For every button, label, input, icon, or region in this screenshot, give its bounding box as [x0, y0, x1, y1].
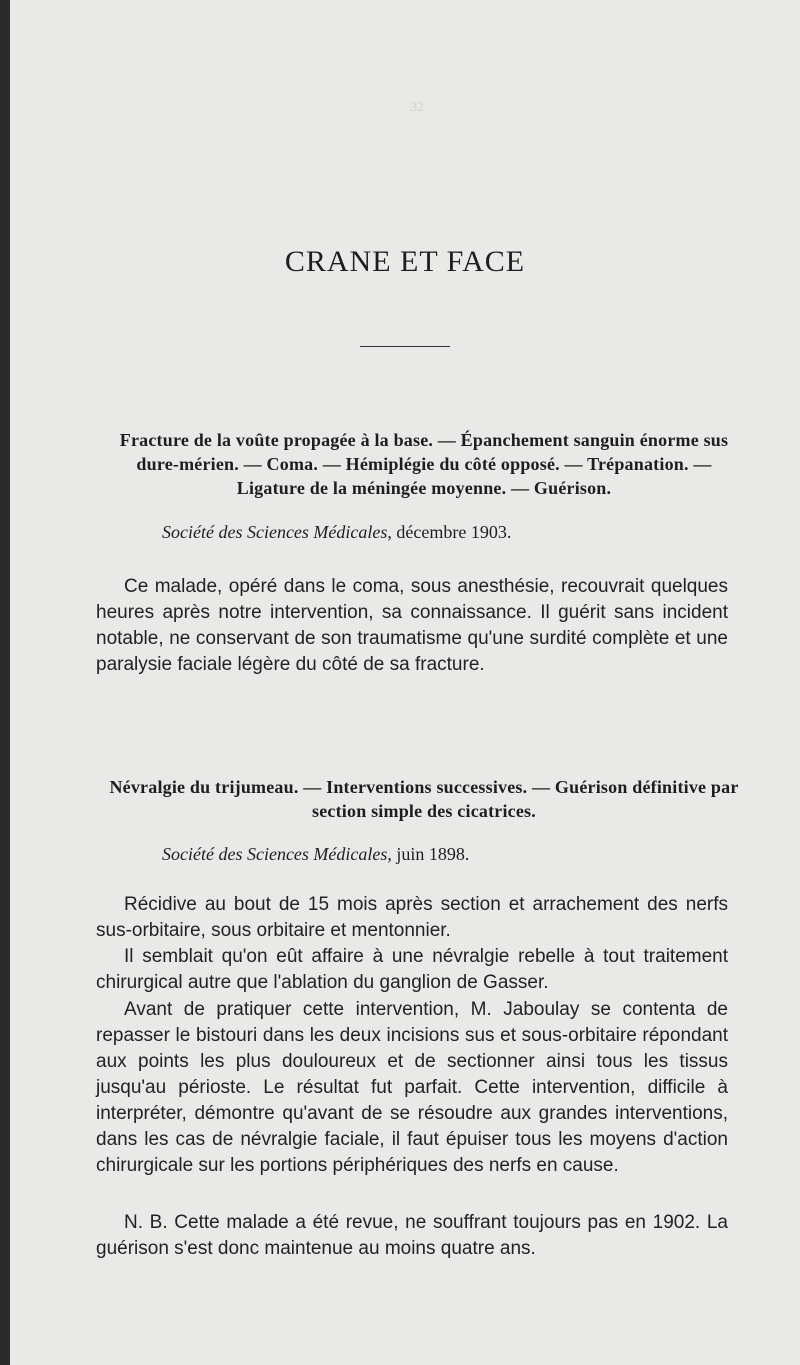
book-page [10, 0, 800, 1365]
case2-paragraph-1: Récidive au bout de 15 mois après section et arrachement des nerfs sus-orbitaire, sous orbitaire et mentonnier. [96, 894, 728, 941]
page-number: 32 [410, 100, 424, 115]
case1-source-society: Société des Sciences Médicales [162, 522, 388, 542]
section-title: CRANE ET FACE [284, 245, 526, 278]
case1-source [162, 520, 511, 544]
case2-paragraph-4: N. B. Cette malade a été revue, ne souffrant toujours pas en 1902. La guérison s'est donc maintenue au moins quatre ans. [96, 1212, 728, 1259]
case1-source-date: , décembre 1903. [387, 522, 512, 542]
case2-paragraph-2: Il semblait qu'on eût affaire à une névralgie rebelle à tout traitement chirurgical autre que l'ablation du ganglion de Gasser. [96, 946, 728, 993]
case2-source [162, 842, 469, 866]
case2-source-society: Société des Sciences Médicales [162, 844, 388, 864]
case2-source-date: , juin 1898. [387, 844, 470, 864]
case2-paragraph-3: Avant de pratiquer cette intervention, M. Jaboulay se contenta de repasser le bistouri dans les deux incisions sus et sous-orbitaire répondant aux points les plus douloureux et de sectionner ainsi tous les tissus jusqu'au périoste. Le résultat fut parfait. Cette intervention, difficile à interpréter, démontre qu'avant de se résoudre aux grandes interventions, dans les cas de névralgie faciale, il faut épuiser tous les moyens d'action chirurgicale sur les portions périphériques des nerfs en cause. [96, 999, 728, 1176]
case1-paragraph-1: Ce malade, opéré dans le coma, sous anesthésie, recouvrait quelques heures après notre intervention, sa connaissance. Il guérit sans incident notable, ne conservant de son traumatisme qu'une surdité complète et une paralysie faciale légère du côté de sa fracture. [96, 576, 728, 675]
title-divider [360, 346, 450, 347]
case2-heading: Névralgie du trijumeau. — Interventions successives. — Guérison définitive par section simple des cicatrices. [109, 777, 739, 821]
case1-heading: Fracture de la voûte propagée à la base. — Épanchement sanguin énorme sus dure-mérien. — Coma. — Hémiplégie du côté opposé. — Trépanation. — Ligature de la méningée moyenne. — Guérison. [119, 430, 729, 498]
